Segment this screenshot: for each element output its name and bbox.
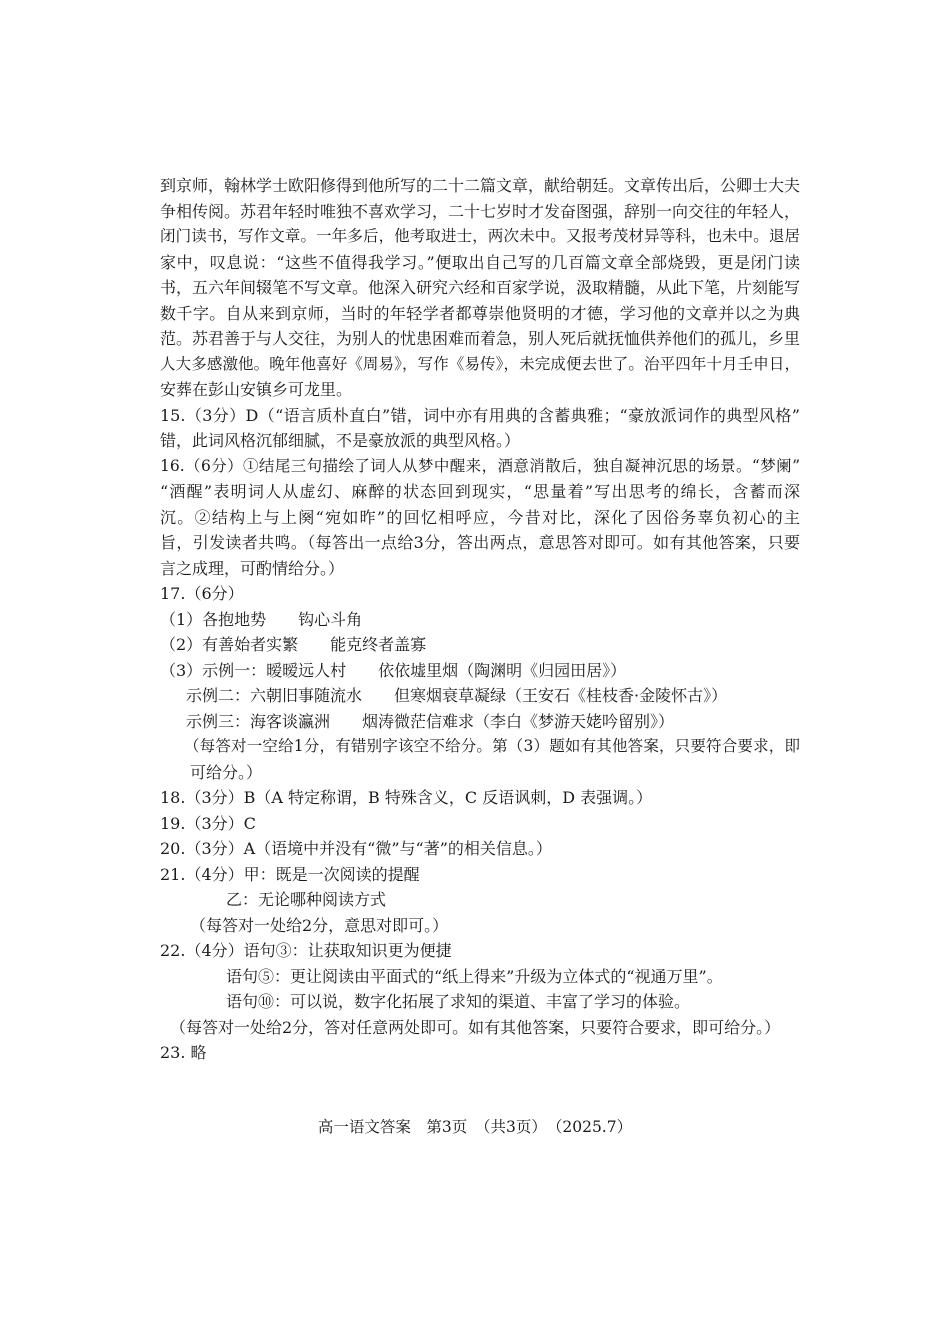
paragraph-line: 数千字。自从来到京师，当时的年轻学者都尊崇他贤明的才德，学习他的文章并以之为典	[160, 303, 800, 323]
answer-16-line: 沉。②结构上与上阕“宛如昨”的回忆相呼应，今昔对比，深化了因俗务辜负初心的主	[160, 507, 800, 527]
answer-17-note: 可给分。）	[190, 762, 263, 782]
answer-21-line: 21.（4分）甲：既是一次阅读的提醒	[160, 864, 420, 884]
answer-18-line: 18.（3分）B（A 特定称谓，B 特殊含义，C 反语讽刺，D 表强调。）	[160, 788, 653, 807]
paragraph-line: 家中，叹息说：“这些不值得我学习。”便取出自己写的几百篇文章全部烧毁，更是闭门读	[160, 252, 800, 272]
answer-text-body	[160, 173, 800, 1066]
page-footer: 高一语文答案 第3页 （共3页） （2025.7）	[317, 1118, 633, 1136]
answer-23-line: 23. 略	[160, 1043, 207, 1062]
paragraph-line: 闭门读书，写作文章。一年多后，他考取进士，两次未中。又报考茂材异等科，也未中。退居	[160, 227, 800, 245]
answer-17-item: （2）有善始者实繁 能克终者盖寡	[160, 635, 427, 654]
answer-21-note: （每答对一处给2分，意思对即可。）	[190, 915, 449, 935]
answer-20-line: 20.（3分）A（语境中并没有“微”与“著”的相关信息。）	[160, 839, 552, 858]
answer-22-line: 语句⑩：可以说，数字化拓展了求知的渠道、丰富了学习的体验。	[226, 992, 691, 1011]
paragraph-line: 安葬在彭山安镇乡可龙里。	[160, 380, 353, 399]
answer-22-note: （每答对一处给2分，答对任意两处即可。如有其他答案，只要符合要求，即可给分。）	[170, 1017, 781, 1037]
answer-16-line: 旨，引发读者共鸣。（每答出一点给3分，答出两点，意思答对即可。如有其他答案，只要	[160, 533, 800, 552]
paragraph-line: 到京师，翰林学士欧阳修得到他所写的二十二篇文章，献给朝廷。文章传出后，公卿士大夫	[160, 176, 801, 195]
answer-21-line: 乙：无论哪种阅读方式	[226, 890, 387, 909]
answer-15-line: 错，此词风格沉郁细腻，不是豪放派的典型风格。）	[160, 431, 521, 450]
answer-16-line: 言之成理，可酌情给分。）	[160, 558, 345, 578]
paragraph-line: 人大多感激他。晚年他喜好《周易》，写作《易传》，未完成便去世了。治平四年十月壬申日，	[160, 354, 800, 373]
answer-17-example: 示例三：海客谈瀛洲 烟涛微茫信难求（李白《梦游天姥吟留别》）	[186, 711, 675, 731]
answer-15-line: 15.（3分）D（“语言质朴直白”错，词中亦有用典的含蓄典雅；“豪放派词作的典型风格”	[160, 405, 800, 425]
answer-17-note: （每答对一空给1分，有错别字该空不给分。第（3）题如有其他答案，只要符合要求，即	[184, 737, 800, 755]
answer-19-line: 19.（3分）C	[160, 813, 256, 833]
answer-16-line: 16.（6分）①结尾三句描绘了词人从梦中醒来，酒意消散后，独自凝神沉思的场景。“梦阑”	[160, 456, 800, 475]
paragraph-line: 书，五六年间辍笔不写文章。他深入研究六经和百家学说，汲取精髓，从此下笔，片刻能写	[160, 278, 801, 297]
answer-17-example: 示例二：六朝旧事随流水 但寒烟衰草凝绿（王安石《桂枝香·金陵怀古》）	[186, 686, 728, 705]
answer-16-line: “酒醒”表明词人从虚幻、麻醉的状态回到现实，“思量着”写出思考的绵长，含蓄而深	[160, 482, 800, 501]
answer-22-line: 语句⑤：更让阅读由平面式的“纸上得来”升级为立体式的“视通万里”。	[226, 966, 723, 986]
answer-17-item: （1）各抱地势 钩心斗角	[160, 609, 363, 629]
paragraph-line: 范。苏君善于与人交往，为别人的忧患困难而着急，别人死后就抚恤供养他们的孤儿，乡里	[160, 329, 801, 348]
answer-22-line: 22.（4分）语句③：让获取知识更为便捷	[160, 941, 452, 960]
paragraph-line: 争相传阅。苏君年轻时唯独不喜欢学习，二十七岁时才发奋图强，辞别一向交往的年轻人，	[160, 201, 801, 221]
answer-17-heading: 17.（6分）	[160, 584, 244, 603]
answer-17-item: （3）示例一：暧暧远人村 依依墟里烟（陶渊明《归园田居》）	[160, 660, 627, 680]
